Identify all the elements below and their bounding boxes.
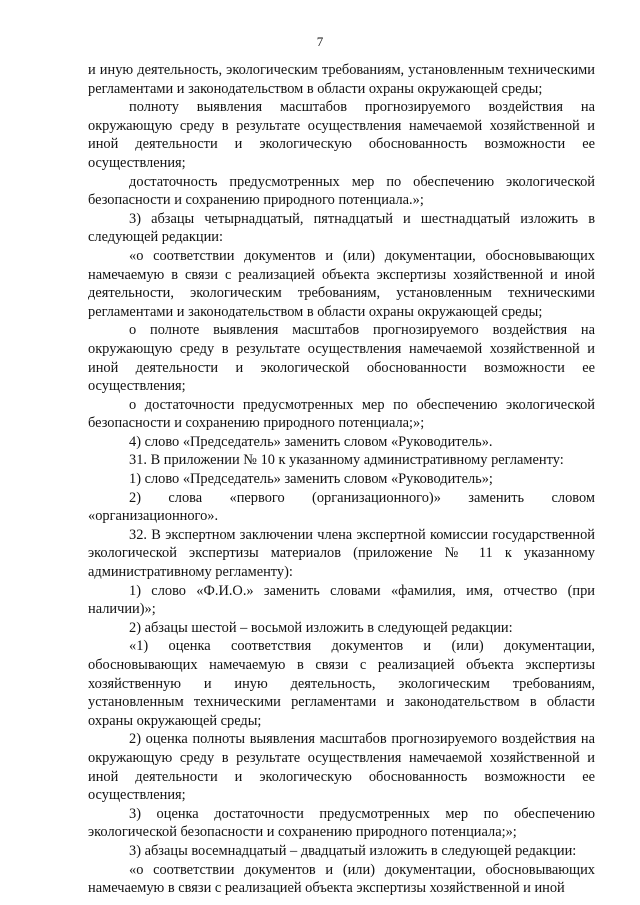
paragraph: 32. В экспертном заключении члена экспертной комиссии государственной экологической экспертизы материалов (приложение № 11 к указанному административному регламенту): bbox=[88, 526, 595, 581]
paragraph: полноту выявления масштабов прогнозируемого воздействия на окружающую среду в результате осуществления намечаемой хозяйственной и иной деятельности и экологическую обоснованность возможности ее осуществления; bbox=[88, 99, 595, 171]
paragraph: 2) слова «первого (организационного)» заменить словом «организационного». bbox=[88, 489, 595, 525]
document-body bbox=[88, 61, 595, 898]
paragraph: «о соответствии документов и (или) документации, обосновывающих намечаемую в связи с реализацией объекта экспертизы хозяйственной и иной bbox=[88, 861, 595, 897]
paragraph: 3) абзацы четырнадцатый, пятнадцатый и шестнадцатый изложить в следующей редакции: bbox=[88, 210, 595, 246]
paragraph: 2) абзацы шестой – восьмой изложить в следующей редакции: bbox=[129, 619, 513, 636]
paragraph: 4) слово «Председатель» заменить словом «Руководитель». bbox=[129, 433, 493, 450]
paragraph: «1) оценка соответствия документов и (или) документации, обосновывающих намечаемую в связи с реализацией объекта экспертизы хозяйственную и иную деятельность, экологическим требованиям, установленным техническими регламентами и законодательством в области охраны окружающей среды; bbox=[88, 638, 595, 729]
paragraph: 3) абзацы восемнадцатый – двадцатый изложить в следующей редакции: bbox=[129, 842, 577, 859]
paragraph: 1) слово «Председатель» заменить словом «Руководитель»; bbox=[129, 471, 493, 488]
page-number: 7 bbox=[316, 34, 324, 49]
paragraph: и иную деятельность, экологическим требованиям, установленным техническими регламентами и законодательством в области охраны окружающей среды; bbox=[88, 62, 595, 97]
paragraph: 1) слово «Ф.И.О.» заменить словами «фамилия, имя, отчество (при наличии)»; bbox=[88, 582, 595, 618]
paragraph: 3) оценка достаточности предусмотренных мер по обеспечению экологической безопасности и сохранению природного потенциала;»; bbox=[88, 805, 595, 841]
paragraph: 2) оценка полноты выявления масштабов прогнозируемого воздействия на окружающую среду в результате осуществления намечаемой хозяйственной и иной деятельности и экологическую обоснованность возможности ее осуществления; bbox=[88, 731, 595, 804]
paragraph: достаточность предусмотренных мер по обеспечению экологической безопасности и сохранению природного потенциала.»; bbox=[88, 173, 595, 209]
paragraph: о достаточности предусмотренных мер по обеспечению экологической безопасности и сохранению природного потенциала;»; bbox=[88, 396, 595, 432]
paragraph: о полноте выявления масштабов прогнозируемого воздействия на окружающую среду в результате осуществления намечаемой хозяйственной и иной деятельности и экологической обоснованности возможности ее осуществления; bbox=[88, 322, 595, 395]
paragraph: «о соответствии документов и (или) документации, обосновывающих намечаемую в связи с реализацией объекта экспертизы хозяйственной и иной деятельности, экологическим требованиям, установленным техническими регламентами и законодательством в области охраны окружающей среды; bbox=[88, 247, 595, 320]
paragraph: 31. В приложении № 10 к указанному административному регламенту: bbox=[129, 452, 564, 469]
